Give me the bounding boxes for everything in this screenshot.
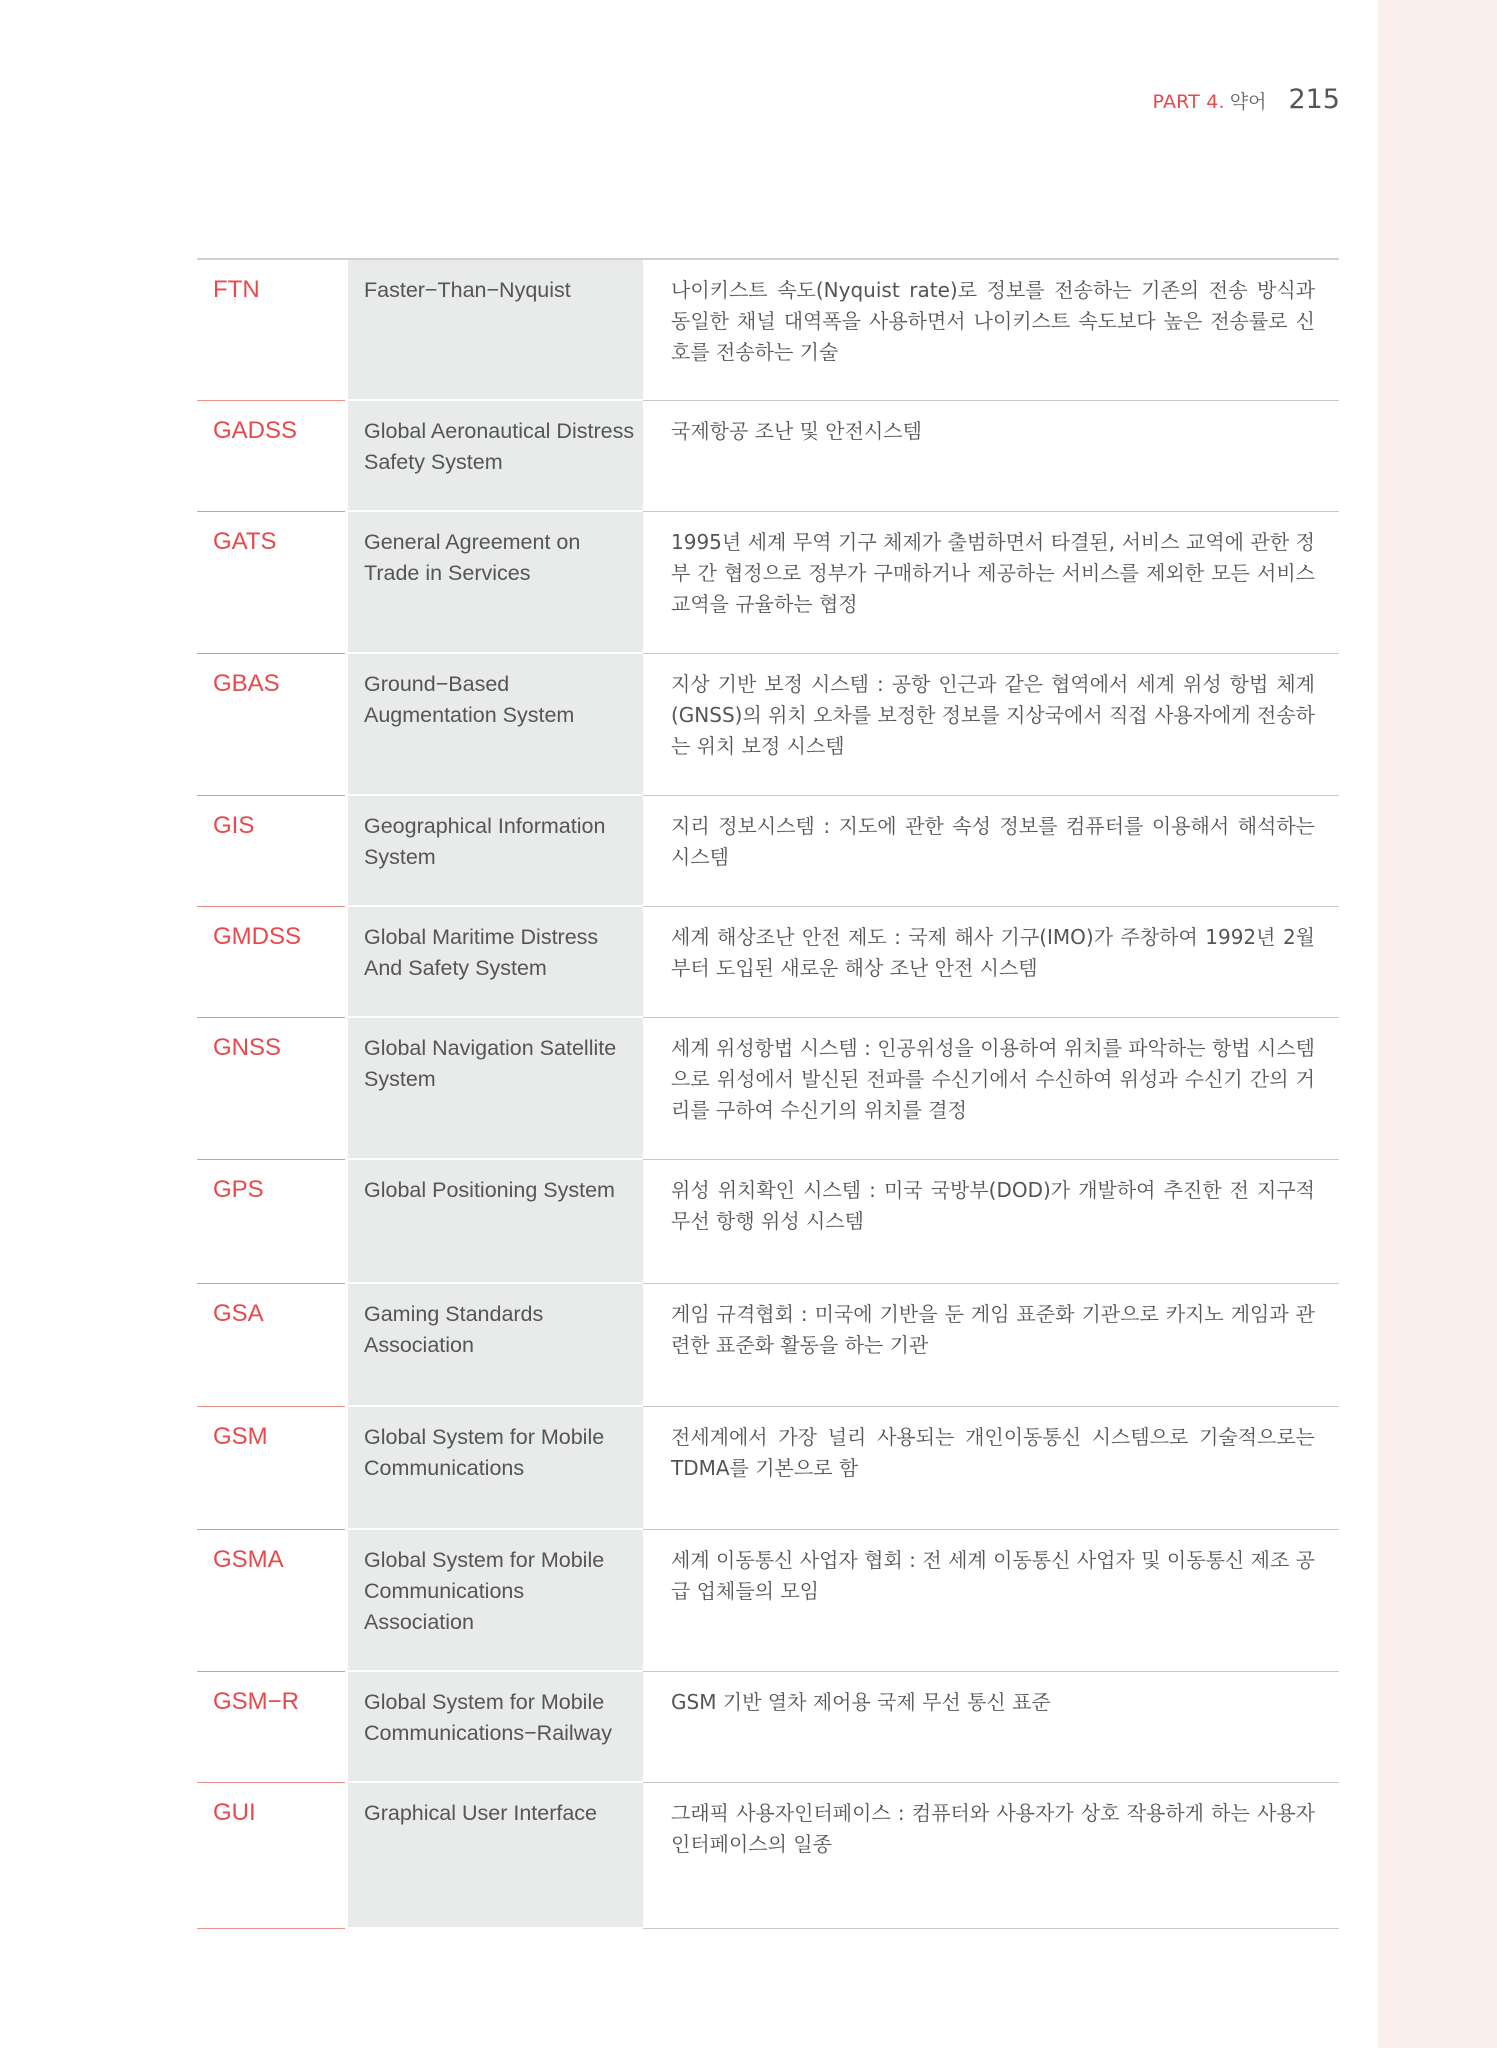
- full-term: Global Navigation Satellite System: [348, 1018, 643, 1160]
- abbreviation: FTN: [213, 276, 260, 303]
- full-term: Gaming Standards Association: [348, 1284, 643, 1407]
- abbreviation: GMDSS: [213, 923, 302, 950]
- full-term: Global Aeronautical Distress Safety System: [348, 401, 643, 512]
- table-row: [197, 1783, 1339, 1929]
- abbreviation: GADSS: [213, 417, 298, 444]
- definition: GSM 기반 열차 제어용 국제 무선 통신 표준: [643, 1672, 1339, 1783]
- full-term: Global System for Mobile Communications Association: [348, 1530, 643, 1672]
- table-row: [197, 1530, 1339, 1672]
- full-term: Ground−Based Augmentation System: [348, 654, 643, 796]
- abbreviation: GSA: [213, 1300, 264, 1327]
- table-row: [197, 512, 1339, 654]
- abbreviation: GBAS: [213, 670, 280, 697]
- full-term: Global System for Mobile Communications−Railway: [348, 1672, 643, 1783]
- table-row: [197, 796, 1339, 907]
- full-term: Geographical Information System: [348, 796, 643, 907]
- full-term: Global Positioning System: [348, 1160, 643, 1284]
- table-row: [197, 401, 1339, 512]
- part-label: PART 4.: [1152, 91, 1225, 113]
- definition: 그래픽 사용자인터페이스 : 컴퓨터와 사용자가 상호 작용하게 하는 사용자 인터페이스의 일종: [643, 1783, 1339, 1929]
- definition: 지리 정보시스템 : 지도에 관한 속성 정보를 컴퓨터를 이용해서 해석하는 시스템: [643, 796, 1339, 907]
- row-divider-grey: [643, 1928, 1339, 1929]
- full-term: General Agreement on Trade in Services: [348, 512, 643, 654]
- abbreviation: GPS: [213, 1176, 264, 1203]
- definition: 위성 위치확인 시스템 : 미국 국방부(DOD)가 개발하여 추진한 전 지구적 무선 항행 위성 시스템: [643, 1160, 1339, 1284]
- abbreviation-table: [197, 258, 1339, 1929]
- abbreviation: GATS: [213, 528, 277, 555]
- definition: 1995년 세계 무역 기구 체제가 출범하면서 타결된, 서비스 교역에 관한 정부 간 협정으로 정부가 구매하거나 제공하는 서비스를 제외한 모든 서비스 교역을 규율하는 협정: [643, 512, 1339, 654]
- table-row: [197, 1284, 1339, 1407]
- table-row: [197, 1160, 1339, 1284]
- abbreviation: GUI: [213, 1799, 256, 1826]
- definition: 지상 기반 보정 시스템 : 공항 인근과 같은 협역에서 세계 위성 항법 체계(GNSS)의 위치 오차를 보정한 정보를 지상국에서 직접 사용자에게 전송하는 위치 보정 시스템: [643, 654, 1339, 796]
- full-term: Graphical User Interface: [348, 1783, 643, 1929]
- table-row: [197, 1672, 1339, 1783]
- table-row: [197, 1018, 1339, 1160]
- table-row: [197, 654, 1339, 796]
- definition: 세계 이동통신 사업자 협회 : 전 세계 이동통신 사업자 및 이동통신 제조 공급 업체들의 모임: [643, 1530, 1339, 1672]
- definition: 세계 해상조난 안전 제도 : 국제 해사 기구(IMO)가 주창하여 1992년 2월부터 도입된 새로운 해상 조난 안전 시스템: [643, 907, 1339, 1018]
- definition: 게임 규격협회 : 미국에 기반을 둔 게임 표준화 기관으로 카지노 게임과 관련한 표준화 활동을 하는 기관: [643, 1284, 1339, 1407]
- definition: 세계 위성항법 시스템 : 인공위성을 이용하여 위치를 파악하는 항법 시스템으로 위성에서 발신된 전파를 수신기에서 수신하여 위성과 수신기 간의 거리를 구하여 수신기의 위치를 결정: [643, 1018, 1339, 1160]
- table-row: [197, 907, 1339, 1018]
- abbreviation: GSM−R: [213, 1688, 300, 1715]
- definition: 나이키스트 속도(Nyquist rate)로 정보를 전송하는 기존의 전송 방식과 동일한 채널 대역폭을 사용하면서 나이키스트 속도보다 높은 전송률로 신호를 전송하는 기술: [643, 260, 1339, 401]
- abbreviation: GNSS: [213, 1034, 282, 1061]
- definition: 국제항공 조난 및 안전시스템: [643, 401, 1339, 512]
- page-number: 215: [1288, 84, 1340, 115]
- table-row: [197, 260, 1339, 401]
- full-term: Faster−Than−Nyquist: [348, 260, 643, 401]
- abbreviation: GSMA: [213, 1546, 284, 1573]
- abbreviation: GIS: [213, 812, 255, 839]
- row-divider-red: [197, 1928, 345, 1929]
- definition: 전세계에서 가장 널리 사용되는 개인이동통신 시스템으로 기술적으로는 TDMA를 기본으로 함: [643, 1407, 1339, 1530]
- full-term: Global Maritime Distress And Safety System: [348, 907, 643, 1018]
- part-title: 약어: [1229, 91, 1267, 113]
- abbreviation: GSM: [213, 1423, 268, 1450]
- table-row: [197, 1407, 1339, 1530]
- side-band: [1378, 0, 1497, 2048]
- page-header: [1153, 84, 1341, 115]
- full-term: Global System for Mobile Communications: [348, 1407, 643, 1530]
